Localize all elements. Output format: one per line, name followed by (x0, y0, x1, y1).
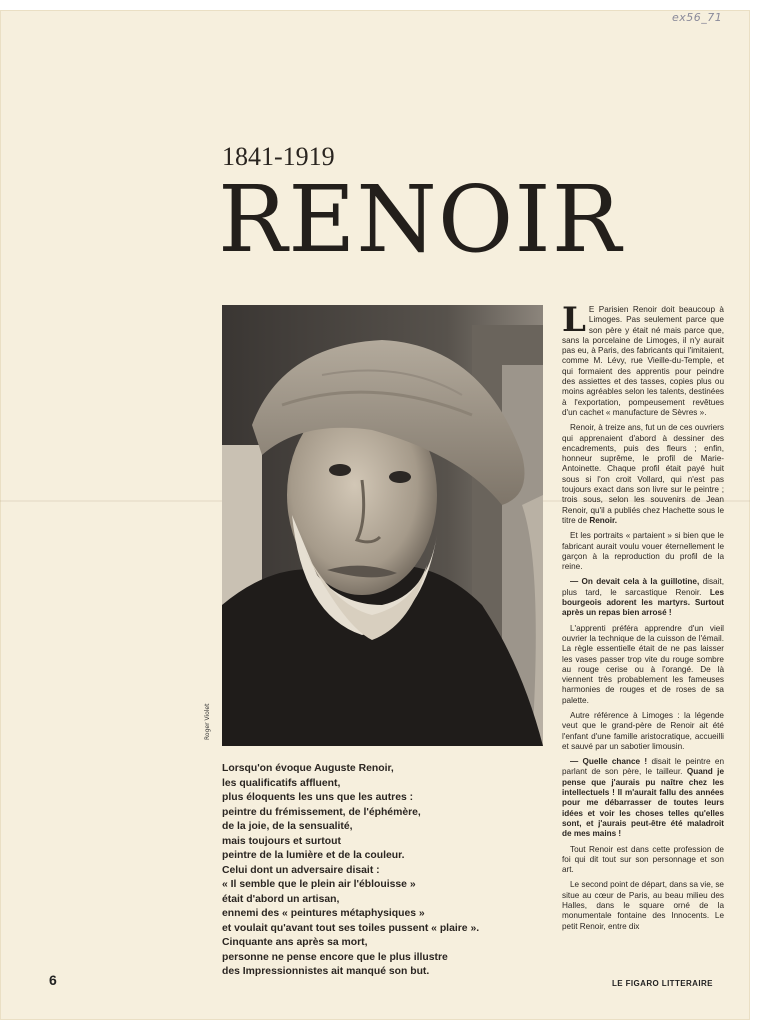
intro-line: plus éloquents les uns que les autres : (222, 792, 414, 803)
article-column (562, 305, 724, 960)
article-title: RENOIR (218, 166, 622, 273)
paragraph-6: Autre référence à Limoges : la légende veut que le grand-père de Renoir ait été l'enfant d'une famille aristocratique, accueilli et sauvé par un sabotier limousin. (562, 710, 724, 751)
intro-text (222, 762, 522, 980)
life-dates: 1841-1919 (222, 142, 335, 171)
portrait-photo (222, 305, 543, 746)
page-number: 6 (49, 972, 57, 988)
intro-line: « Il semble que le plein air l'éblouisse » (222, 879, 416, 890)
paragraph-5: L'apprenti préféra apprendre d'un vieil ouvrier la technique de la cuisson de l'émail. La règle essentielle était de ne pas laisser les vases passer trop vite du rouge sombre au rouge cerise ou à l'orangé. De là viennent très probablement les fameuses harmonies de rouges et de roses de sa palette. (562, 623, 724, 705)
paragraph-8: Tout Renoir est dans cette profession de foi qui dit tout sur son personnage et son art. (562, 844, 724, 875)
intro-line: et voulait qu'avant tout ses toiles pussent « plaire ». (222, 922, 480, 934)
paragraph-2: Renoir, à treize ans, fut un de ces ouvriers qui apprenaient d'abord à dessiner des encadrements, puis des fleurs ; enfin, honneur suprême, le profil de Marie-Antoinette. Chaque profil était payé huit sous si l'on croit Vollard, qui n'est pas toujours exact dans son livre sur le peintre ; trois sous, selon les souvenirs de Jean Renoir, qu'il a publiés chez Hachette sous le titre de Renoir. (562, 423, 724, 525)
paragraph-9: Le second point de départ, dans sa vie, se situe au cœur de Paris, au beau milieu des Halles, dans le square orné de la monumentale fontaine des Innocents. Le petit Renoir, entre dix (562, 880, 724, 931)
intro-line: peintre de la lumière et de la couleur. (222, 850, 405, 861)
drop-cap: L (562, 305, 586, 340)
publication-name: LE FIGARO LITTERAIRE (612, 979, 713, 988)
intro-line: peintre du frémissement, de l'éphémère, (222, 806, 421, 818)
intro-line: de la joie, de la sensualité, (222, 821, 353, 832)
intro-line: mais toujours et surtout (222, 835, 341, 847)
portrait-illustration (222, 305, 543, 746)
archive-mark: ex56_71 (672, 11, 723, 24)
paragraph-3: Et les portraits « partaient » si bien que le fabricant aurait voulu vouer éternellement le garçon à la reproduction du profil de la reine. (562, 531, 724, 572)
intro-line: était d'abord un artisan, (222, 893, 340, 905)
photo-credit: Roger Violet (204, 703, 211, 740)
intro-line: personne ne pense encore que le plus illustre (222, 951, 448, 963)
intro-line: Celui dont un adversaire disait : (222, 864, 380, 876)
intro-line: Lorsqu'on évoque Auguste Renoir, (222, 763, 394, 774)
intro-line: ennemi des « peintures métaphysiques » (222, 908, 425, 919)
paragraph-7: — Quelle chance ! disait le peintre en parlant de son père, le tailleur. Quand je pense que j'aurais pu naître chez les intellectuels ! Il m'aurait fallu des années pour me débarrasser de toutes leurs idées et voir les choses telles qu'elles sont, et j'aurais peut-être été maladroit de mes mains ! (562, 757, 724, 839)
intro-line: des Impressionnistes ait manqué son but. (222, 966, 430, 977)
paragraph-1: L E Parisien Renoir doit beaucoup à Limoges. Pas seulement parce que son père y était né mais parce que, sans la porcelaine de Limoges, il n'y aurait pas eu, à Paris, des fabricants qui l'imitaient, comme M. Lévy, rue Vieille-du-Temple, et qui formaient des apprentis pour peindre des assiettes et des tasses, copies plus ou moins agréables selon les talents, destinées à l'exportation, pompeusement revêtues d'un cachet « manufacture de Sèvres ». (562, 305, 724, 417)
intro-line: les qualificatifs affluent, (222, 777, 341, 789)
paragraph-4: — On devait cela à la guillotine, disait, plus tard, le sarcastique Renoir. Les bourgeois adorent les martyrs. Surtout après un repas bien arrosé ! (562, 577, 724, 618)
intro-line: Cinquante ans après sa mort, (222, 937, 368, 948)
